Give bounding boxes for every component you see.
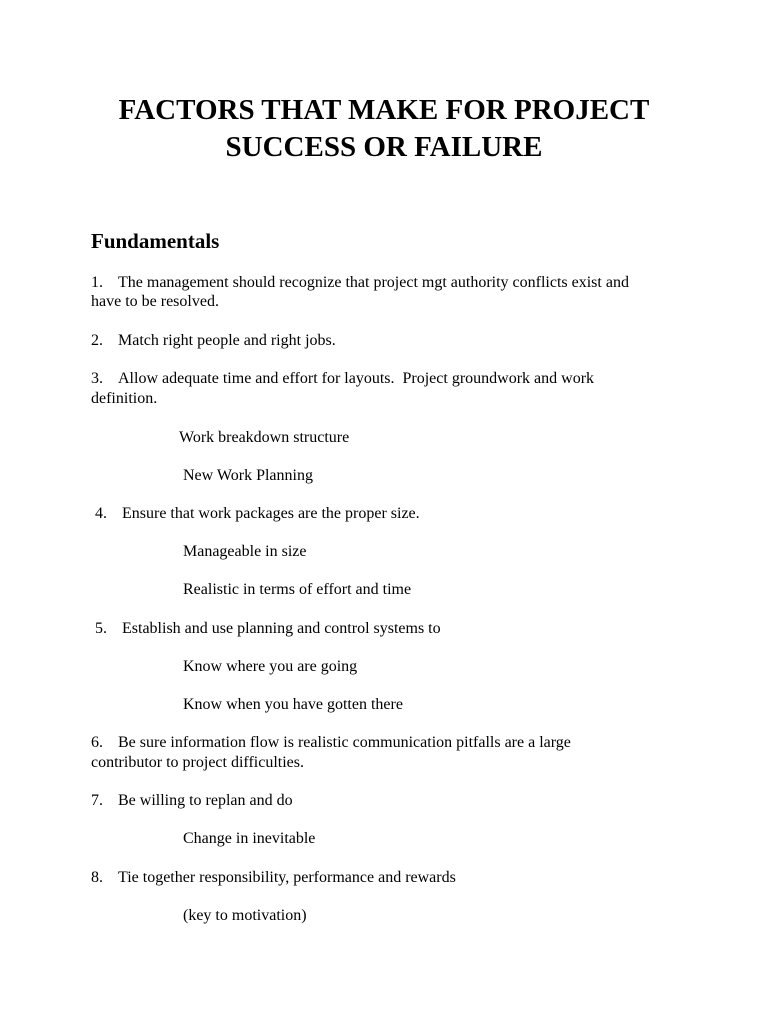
item-number: 5. xyxy=(95,620,107,637)
list-item-4 xyxy=(95,504,420,523)
section-heading: Fundamentals xyxy=(91,229,220,253)
item-number: 4. xyxy=(95,505,107,522)
sub-item: Manageable in size xyxy=(183,543,307,560)
list-item-3 xyxy=(91,369,594,388)
page-title-line-2: SUCCESS OR FAILURE xyxy=(225,131,543,163)
item-number: 8. xyxy=(91,869,103,886)
item-number: 2. xyxy=(91,332,103,349)
page-title-line-1: FACTORS THAT MAKE FOR PROJECT xyxy=(118,94,650,126)
item-number: 1. xyxy=(91,274,103,291)
sub-item: Realistic in terms of effort and time xyxy=(183,581,412,598)
item-number: 7. xyxy=(91,792,103,809)
item-text: The management should recognize that project mgt authority conflicts exist and xyxy=(118,274,629,291)
list-item-2 xyxy=(91,331,336,350)
list-item-6-continuation: contributor to project difficulties. xyxy=(91,754,304,771)
item-text: Be sure information flow is realistic communication pitfalls are a large xyxy=(118,734,571,751)
list-item-7 xyxy=(91,791,293,810)
sub-item: Know when you have gotten there xyxy=(183,696,403,713)
item-number: 3. xyxy=(91,370,103,387)
list-item-1 xyxy=(91,273,629,292)
list-item-6 xyxy=(91,733,571,752)
sub-item: Know where you are going xyxy=(183,658,358,675)
item-text: Match right people and right jobs. xyxy=(118,332,336,349)
item-text: Ensure that work packages are the proper size. xyxy=(122,505,420,522)
item-text: Tie together responsibility, performance and rewards xyxy=(118,869,456,886)
sub-item: New Work Planning xyxy=(183,467,313,484)
list-item-8 xyxy=(91,868,456,887)
sub-item: Work breakdown structure xyxy=(179,429,350,446)
list-item-5 xyxy=(95,619,441,638)
list-item-1-continuation: have to be resolved. xyxy=(91,293,219,310)
list-item-3-continuation: definition. xyxy=(91,390,158,407)
item-number: 6. xyxy=(91,734,103,751)
sub-item: Change in inevitable xyxy=(183,830,316,847)
item-text: Allow adequate time and effort for layouts. Project groundwork and work xyxy=(118,370,595,387)
item-text: Establish and use planning and control systems to xyxy=(122,620,441,637)
sub-item: (key to motivation) xyxy=(183,907,307,924)
item-text: Be willing to replan and do xyxy=(118,792,293,809)
